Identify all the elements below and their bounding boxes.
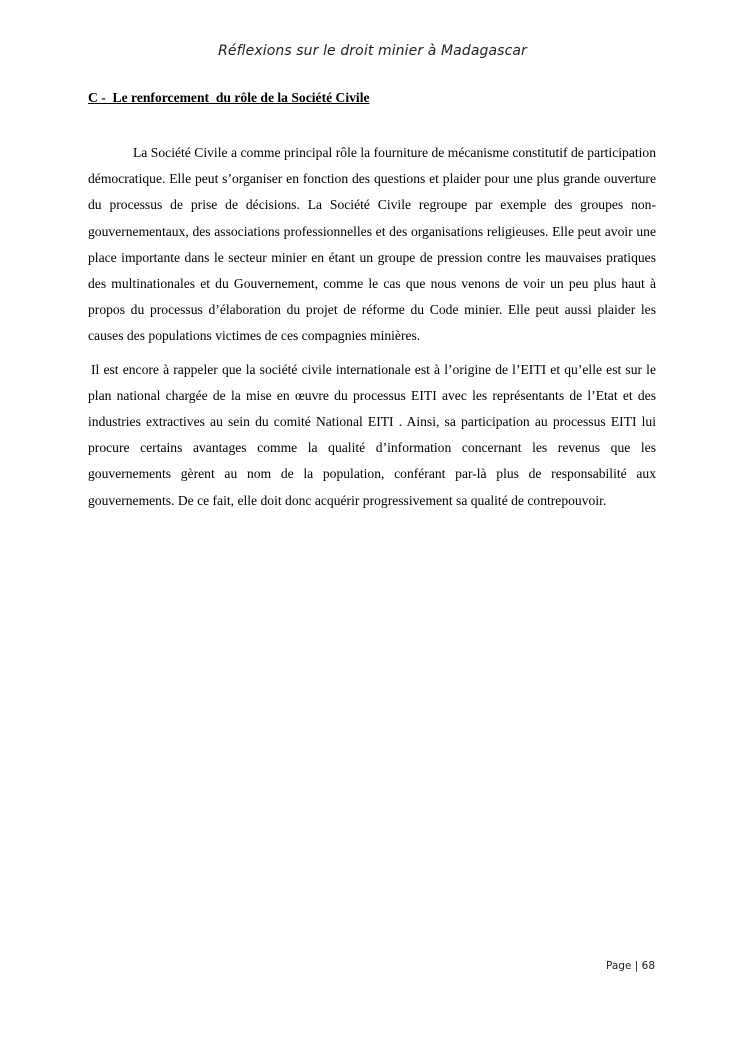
section-heading: C - Le renforcement du rôle de la Société Civile [88, 90, 370, 105]
document-body [88, 89, 656, 514]
paragraph-2: Il est encore à rappeler que la société civile internationale est à l’origine de l’EITI et qu’elle est sur le plan national chargée de la mise en œuvre du processus EITI avec les représentants de l’Etat et des industries extractives au sein du comité National EITI . Ainsi, sa participation au processus EITI lui procure certains avantages comme la qualité d’information concernant les revenus que les gouvernements gèrent au nom de la population, conférant par-là plus de responsabilité aux gouvernements. De ce fait, elle doit donc acquérir progressivement sa qualité de contrepouvoir. [88, 361, 656, 508]
running-header: Réflexions sur le droit minier à Madagascar [218, 43, 527, 59]
paragraph-1: La Société Civile a comme principal rôle la fourniture de mécanisme constitutif de participation démocratique. Elle peut s’organiser en fonction des questions et plaider pour une plus grande ouverture du processus de prise de décisions. La Société Civile regroupe par exemple des groupes non-gouvernementaux, des associations professionnelles et des organisations religieuses. Elle peut avoir une place importante dans le secteur minier en étant un groupe de pression contre les mauvaises pratiques des multinationales et du Gouvernement, comme le cas que nous venons de voir un peu plus haut à propos du processus d’élaboration du projet de réforme du Code minier. Elle peut aussi plaider les causes des populations victimes de ces compagnies minières. [88, 145, 656, 344]
page-number: Page | 68 [606, 960, 655, 972]
